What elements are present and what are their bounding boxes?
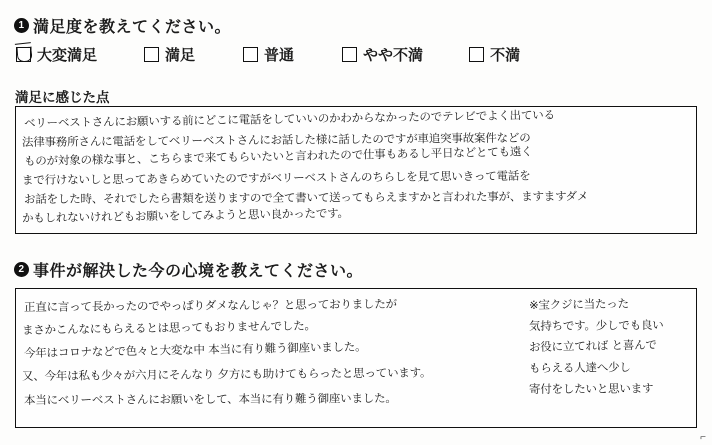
choice-very-satisfied[interactable] — [16, 44, 97, 65]
choice-label-satisfied: 満足 — [165, 47, 196, 64]
handwriting-line: 又、今年は私も少々が六月にそんなり 夕方にも助けてもらったと思っています。 — [21, 365, 432, 383]
answer-box-satisfaction-reason — [15, 106, 697, 234]
choice-label-dissatisfied: 不満 — [490, 47, 521, 64]
handwriting-line: 法律事務所さんに電話をしてベリーベストさんにお話した様に話したのですが車追突事故案件などの — [21, 130, 531, 149]
choice-somewhat-dissatisfied[interactable] — [342, 44, 423, 65]
question-1-title: 満足度を教えてください。 — [33, 19, 232, 36]
choice-label-somewhat-dissatisfied: やや不満 — [363, 47, 424, 64]
handwriting-line: 今年はコロナなどで色々と大変な中 本当に有り難う御座いました。 — [23, 339, 367, 360]
question-2-heading — [14, 258, 363, 281]
handwriting-line: まさかこんなにもらえるとは思ってもおりませんでした。 — [21, 318, 316, 337]
handwriting-line: ベリーベストさんにお願いする前にどこに電話をしていいのかわからなかったのでテレビでよく出ている — [23, 107, 555, 130]
page-corner-mark: ⌐ — [700, 432, 706, 443]
satisfaction-reason-label: 満足に感じた点 — [15, 90, 110, 105]
handwriting-line: 本当にベリーベストさんにお願いをして、本当に有り難う御座いました。 — [23, 391, 397, 407]
answer-box-resolution-feelings — [15, 288, 697, 428]
choice-label-neutral: 普通 — [264, 47, 295, 64]
choice-satisfied[interactable] — [144, 44, 195, 65]
checkbox-neutral[interactable] — [243, 47, 258, 62]
choice-label-very-satisfied: 大変満足 — [37, 47, 98, 64]
handwriting-line: まで行けないしと思ってあきらめていたのですがベリーベストさんのちらしを見て思いきって電話を — [21, 168, 531, 187]
checkbox-dissatisfied[interactable] — [469, 47, 484, 62]
question-1-number-badge: 1 — [14, 18, 29, 33]
handwriting-line: お話をした時、それでしたら書類を送りますので全て書いて送ってもらえますかと言われた事が、ますますダメ — [23, 189, 589, 206]
handwriting-note-line: お役に立てれば と喜んで — [528, 337, 657, 354]
checkbox-very-satisfied[interactable] — [16, 47, 31, 62]
choice-neutral[interactable] — [243, 44, 294, 65]
question-2-title: 事件が解決した今の心境を教えてください。 — [33, 263, 364, 280]
handwriting-note-line: 気持ちです。少しでも良い — [528, 317, 664, 333]
handwriting-note-line: 寄付をしたいと思います — [528, 381, 654, 396]
question-2-number-badge: 2 — [14, 262, 29, 277]
handwriting-line: 正直に言って長かったのでやっぱりダメなんじゃ？と思っておりましたが — [23, 296, 397, 314]
choice-dissatisfied[interactable] — [469, 44, 520, 65]
handwriting-note-line: もらえる人達へ少し — [528, 360, 631, 375]
checkbox-somewhat-dissatisfied[interactable] — [342, 47, 357, 62]
checkbox-satisfied[interactable] — [144, 47, 159, 62]
handwriting-line: かもしれないけれどもお願いをしてみようと思い良かったです。 — [21, 205, 349, 225]
handwriting-note-line: ※宝クジに当たった — [528, 296, 629, 312]
question-1-heading — [14, 14, 231, 37]
handwriting-line: ものが対象の様な事と、こちらまで来てもらいたいと言われたので仕事もあるし平日などとても遠く — [23, 144, 533, 168]
satisfaction-choice-group — [16, 44, 676, 65]
